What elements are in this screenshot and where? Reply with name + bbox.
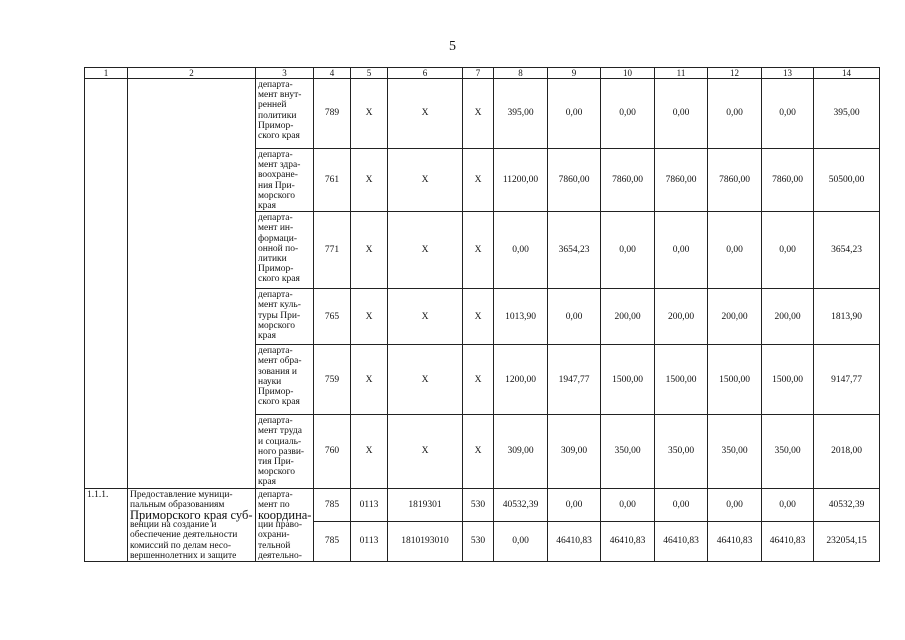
value-cell-c7: 530 xyxy=(463,488,494,521)
budget-table xyxy=(84,67,880,562)
department-line: Примор- xyxy=(258,264,294,275)
department-line: департа- xyxy=(258,489,293,500)
value-cell-c5: X xyxy=(351,289,388,345)
header-cell: 5 xyxy=(351,68,388,79)
empty-description-cell xyxy=(128,79,256,489)
department-line: мент внут- xyxy=(258,90,302,101)
value-cell-c11: 1500,00 xyxy=(655,345,708,415)
value-cell-c6: 1819301 xyxy=(388,488,463,521)
value-cell-c9: 309,00 xyxy=(548,415,601,488)
value-cell-c12: 1500,00 xyxy=(708,345,762,415)
department-line: политики xyxy=(258,110,297,121)
header-cell: 6 xyxy=(388,68,463,79)
value-cell-c9: 0,00 xyxy=(548,289,601,345)
value-cell-c5: X xyxy=(351,149,388,212)
value-cell-c12: 7860,00 xyxy=(708,149,762,212)
value-cell-c9: 7860,00 xyxy=(548,149,601,212)
description-line: вершеннолетних и защите xyxy=(130,550,237,561)
description-line: Приморского края суб- xyxy=(130,508,253,523)
description-line: пальным образованиям xyxy=(130,499,225,510)
value-cell-c13: 7860,00 xyxy=(762,149,814,212)
value-cell-c10: 0,00 xyxy=(601,212,655,289)
value-cell-c13: 350,00 xyxy=(762,415,814,488)
value-cell-c5: X xyxy=(351,79,388,149)
value-cell-c13: 1500,00 xyxy=(762,345,814,415)
department-line: морского xyxy=(258,190,296,201)
department-line: Примор- xyxy=(258,120,294,131)
department-cell xyxy=(256,79,314,149)
value-cell-c4: 761 xyxy=(314,149,351,212)
department-line: зования и xyxy=(258,366,298,377)
value-cell-c6: 1810193010 xyxy=(388,521,463,561)
department-line: ции право- xyxy=(258,520,303,531)
value-cell-c8: 0,00 xyxy=(494,212,548,289)
department-line: деятельно- xyxy=(258,550,302,561)
description-line: комиссий по делам несо- xyxy=(130,540,232,551)
department-line: туры При- xyxy=(258,310,301,321)
department-line: Примор- xyxy=(258,387,294,398)
header-cell: 2 xyxy=(128,68,256,79)
department-line: тия При- xyxy=(258,457,294,468)
value-cell-c6: X xyxy=(388,289,463,345)
value-cell-c5: X xyxy=(351,212,388,289)
value-cell-c8: 11200,00 xyxy=(494,149,548,212)
value-cell-c11: 0,00 xyxy=(655,79,708,149)
department-line: ренней xyxy=(258,100,287,111)
value-cell-c13: 200,00 xyxy=(762,289,814,345)
department-line: департа- xyxy=(258,290,293,301)
department-line: мент ин- xyxy=(258,223,294,234)
value-cell-c12: 0,00 xyxy=(708,79,762,149)
header-cell: 11 xyxy=(655,68,708,79)
department-cell xyxy=(256,212,314,289)
value-cell-c8: 395,00 xyxy=(494,79,548,149)
value-cell-c12: 0,00 xyxy=(708,488,762,521)
value-cell-c6: X xyxy=(388,79,463,149)
value-cell-c11: 46410,83 xyxy=(655,521,708,561)
department-cell xyxy=(256,345,314,415)
value-cell-c7: X xyxy=(463,415,494,488)
department-cell xyxy=(256,488,314,561)
value-cell-c5: 0113 xyxy=(351,488,388,521)
department-line: координа- xyxy=(258,508,312,523)
value-cell-c8: 1013,90 xyxy=(494,289,548,345)
value-cell-c8: 309,00 xyxy=(494,415,548,488)
department-line: мент куль- xyxy=(258,300,301,311)
value-cell-c10: 1500,00 xyxy=(601,345,655,415)
department-line: морского xyxy=(258,320,296,331)
value-cell-c6: X xyxy=(388,212,463,289)
header-cell: 8 xyxy=(494,68,548,79)
value-cell-c10: 0,00 xyxy=(601,488,655,521)
value-cell-c12: 350,00 xyxy=(708,415,762,488)
value-cell-c8: 1200,00 xyxy=(494,345,548,415)
department-line: департа- xyxy=(258,346,293,357)
department-line: ния При- xyxy=(258,180,295,191)
department-line: ского края xyxy=(258,131,300,142)
header-cell: 3 xyxy=(256,68,314,79)
department-line: края xyxy=(258,331,276,342)
department-cell xyxy=(256,149,314,212)
header-cell: 1 xyxy=(85,68,128,79)
department-line: воохране- xyxy=(258,170,298,181)
description-line: Предоставление муници- xyxy=(130,489,233,500)
value-cell-c8: 40532,39 xyxy=(494,488,548,521)
header-cell: 13 xyxy=(762,68,814,79)
header-row xyxy=(85,68,880,79)
value-cell-c5: 0113 xyxy=(351,521,388,561)
table-row xyxy=(85,79,880,149)
department-line: мент здра- xyxy=(258,160,301,171)
department-line: края xyxy=(258,201,276,212)
value-cell-c13: 46410,83 xyxy=(762,521,814,561)
value-cell-c9: 1947,77 xyxy=(548,345,601,415)
value-cell-c14: 50500,00 xyxy=(814,149,880,212)
value-cell-c11: 7860,00 xyxy=(655,149,708,212)
value-cell-c5: X xyxy=(351,345,388,415)
department-line: и социаль- xyxy=(258,436,302,447)
value-cell-c14: 3654,23 xyxy=(814,212,880,289)
table-row xyxy=(85,488,880,521)
value-cell-c4: 765 xyxy=(314,289,351,345)
department-line: ского края xyxy=(258,274,300,285)
value-cell-c9: 0,00 xyxy=(548,79,601,149)
value-cell-c10: 200,00 xyxy=(601,289,655,345)
value-cell-c14: 9147,77 xyxy=(814,345,880,415)
header-cell: 9 xyxy=(548,68,601,79)
department-line: формаци- xyxy=(258,233,298,244)
value-cell-c7: X xyxy=(463,289,494,345)
item-number-cell: 1.1.1. xyxy=(85,488,128,561)
department-line: литики xyxy=(258,254,287,265)
value-cell-c4: 760 xyxy=(314,415,351,488)
department-line: тельной xyxy=(258,540,291,551)
value-cell-c7: X xyxy=(463,345,494,415)
department-line: науки xyxy=(258,376,282,387)
description-line: обеспечение деятельности xyxy=(130,530,238,541)
department-line: ного разви- xyxy=(258,446,305,457)
description-line: венции на создание и xyxy=(130,520,217,531)
department-cell xyxy=(256,415,314,488)
value-cell-c11: 0,00 xyxy=(655,212,708,289)
empty-number-cell xyxy=(85,79,128,489)
value-cell-c6: X xyxy=(388,149,463,212)
value-cell-c10: 7860,00 xyxy=(601,149,655,212)
department-line: онной по- xyxy=(258,243,299,254)
header-cell: 4 xyxy=(314,68,351,79)
header-cell: 7 xyxy=(463,68,494,79)
value-cell-c12: 0,00 xyxy=(708,212,762,289)
value-cell-c4: 771 xyxy=(314,212,351,289)
department-line: департа- xyxy=(258,80,293,90)
value-cell-c7: X xyxy=(463,149,494,212)
value-cell-c5: X xyxy=(351,415,388,488)
value-cell-c6: X xyxy=(388,345,463,415)
value-cell-c9: 0,00 xyxy=(548,488,601,521)
header-cell: 14 xyxy=(814,68,880,79)
value-cell-c14: 395,00 xyxy=(814,79,880,149)
value-cell-c4: 789 xyxy=(314,79,351,149)
department-line: мент обра- xyxy=(258,356,302,367)
department-line: мент по xyxy=(258,499,290,510)
department-line: края xyxy=(258,477,276,488)
header-cell: 10 xyxy=(601,68,655,79)
value-cell-c13: 0,00 xyxy=(762,488,814,521)
value-cell-c6: X xyxy=(388,415,463,488)
value-cell-c10: 350,00 xyxy=(601,415,655,488)
department-line: департа- xyxy=(258,150,293,160)
value-cell-c4: 759 xyxy=(314,345,351,415)
value-cell-c10: 0,00 xyxy=(601,79,655,149)
value-cell-c14: 40532,39 xyxy=(814,488,880,521)
department-line: мент труда xyxy=(258,426,302,437)
page-number: 5 xyxy=(449,39,456,54)
value-cell-c9: 46410,83 xyxy=(548,521,601,561)
value-cell-c13: 0,00 xyxy=(762,212,814,289)
value-cell-c7: X xyxy=(463,212,494,289)
value-cell-c10: 46410,83 xyxy=(601,521,655,561)
header-cell: 12 xyxy=(708,68,762,79)
value-cell-c14: 232054,15 xyxy=(814,521,880,561)
value-cell-c11: 200,00 xyxy=(655,289,708,345)
department-line: морского xyxy=(258,467,296,478)
value-cell-c12: 200,00 xyxy=(708,289,762,345)
value-cell-c14: 1813,90 xyxy=(814,289,880,345)
value-cell-c4: 785 xyxy=(314,488,351,521)
department-line: охрани- xyxy=(258,530,290,541)
value-cell-c7: X xyxy=(463,79,494,149)
value-cell-c11: 0,00 xyxy=(655,488,708,521)
value-cell-c9: 3654,23 xyxy=(548,212,601,289)
department-line: департа- xyxy=(258,416,293,427)
value-cell-c11: 350,00 xyxy=(655,415,708,488)
department-line: департа- xyxy=(258,213,293,224)
value-cell-c13: 0,00 xyxy=(762,79,814,149)
value-cell-c8: 0,00 xyxy=(494,521,548,561)
value-cell-c4: 785 xyxy=(314,521,351,561)
department-line: ского края xyxy=(258,397,300,408)
item-description-cell xyxy=(128,488,256,561)
department-cell xyxy=(256,289,314,345)
value-cell-c7: 530 xyxy=(463,521,494,561)
value-cell-c12: 46410,83 xyxy=(708,521,762,561)
value-cell-c14: 2018,00 xyxy=(814,415,880,488)
